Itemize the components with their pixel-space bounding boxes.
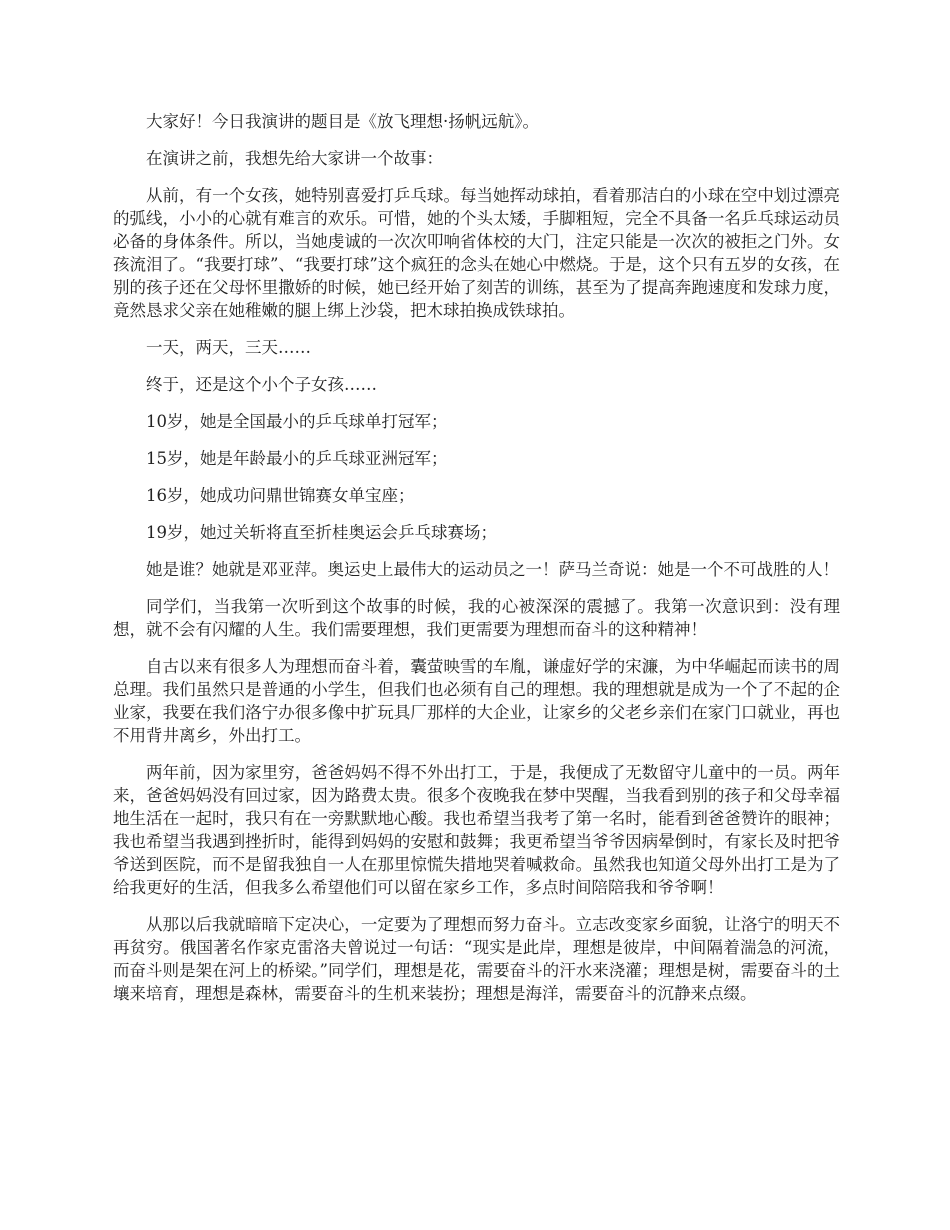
paragraph-intro: 在演讲之前，我想先给大家讲一个故事： (146, 149, 443, 168)
paragraph-greeting: 大家好！今日我演讲的题目是《放飞理想·扬帆远航》。 (146, 112, 539, 131)
document-body (113, 110, 840, 1019)
paragraph-age-15: 15岁，她是年龄最小的乒乓球亚洲冠军； (146, 449, 448, 468)
paragraph-who: 她是谁？她就是邓亚萍。奥运史上最伟大的运动员之一！萨马兰奇说：她是一个不可战胜的人！ (146, 560, 839, 579)
paragraph-story: 从前，有一个女孩，她特别喜爱打乒乓球。每当她挥动球拍，看着那洁白的小球在空中划过漂亮的弧线，小小的心就有难言的欢乐。可惜，她的个头太矮，手脚粗短，完全不具备一名乒乓球运动员必备的身体条件。所以，当她虔诚的一次次叩响省体校的大门，注定只能是一次次的被拒之门外。女孩流泪了。“我要打球”、“我要打球”这个疯狂的念头在她心中燃烧。于是，这个只有五岁的女孩，在别的孩子还在父母怀里撒娇的时候，她已经开始了刻苦的训练，甚至为了提高奔跑速度和发球力度，竟然恳求父亲在她稚嫩的腿上绑上沙袋，把木球拍换成铁球拍。 (113, 186, 840, 320)
paragraph-age-16: 16岁，她成功问鼎世锦赛女单宝座； (146, 486, 415, 505)
paragraph-age-10: 10岁，她是全国最小的乒乓球单打冠军； (146, 412, 448, 431)
paragraph-age-19: 19岁，她过关斩将直至折桂奥运会乒乓球赛场； (146, 523, 497, 542)
paragraph-two-years: 两年前，因为家里穷，爸爸妈妈不得不外出打工，于是，我便成了无数留守儿童中的一员。两年来，爸爸妈妈没有回过家，因为路费太贵。很多个夜晚我在梦中哭醒，当我看到别的孩子和父母幸福地生活在一起时，我只有在一旁默默地心酸。我也希望当我考了第一名时，能看到爸爸赞许的眼神；我也希望当我遇到挫折时，能得到妈妈的安慰和鼓舞；我更希望当爷爷因病晕倒时，有家长及时把爷爷送到医院，而不是留我独自一人在那里惊慌失措地哭着喊救命。虽然我也知道父母外出打工是为了给我更好的生活，但我多么希望他们可以留在家乡工作，多点时间陪陪我和爷爷啊！ (113, 763, 840, 897)
paragraph-history: 自古以来有很多人为理想而奋斗着，囊萤映雪的车胤，谦虚好学的宋濂，为中华崛起而读书的周总理。我们虽然只是普通的小学生，但我们也必须有自己的理想。我的理想就是成为一个了不起的企业家，我要在我们洛宁办很多像中扩玩具厂那样的大企业，让家乡的父老乡亲们在家门口就业，再也不用背井离乡，外出打工。 (113, 657, 840, 745)
paragraph-days: 一天，两天，三天…… (146, 338, 311, 357)
paragraph-resolve: 从那以后我就暗暗下定决心，一定要为了理想而努力奋斗。立志改变家乡面貌，让洛宁的明天不再贫穷。俄国著名作家克雷洛夫曾说过一句话：“现实是此岸，理想是彼岸，中间隔着湍急的河流，而奋斗则是架在河上的桥梁。”同学们，理想是花，需要奋斗的汗水来浇灌；理想是树，需要奋斗的土壤来培育，理想是森林，需要奋斗的生机来装扮；理想是海洋，需要奋斗的沉静来点缀。 (113, 915, 840, 1003)
paragraph-classmates: 同学们，当我第一次听到这个故事的时候，我的心被深深的震撼了。我第一次意识到：没有理想，就不会有闪耀的人生。我们需要理想，我们更需要为理想而奋斗的这种精神！ (113, 597, 840, 639)
paragraph-finally: 终于，还是这个小个子女孩…… (146, 375, 377, 394)
